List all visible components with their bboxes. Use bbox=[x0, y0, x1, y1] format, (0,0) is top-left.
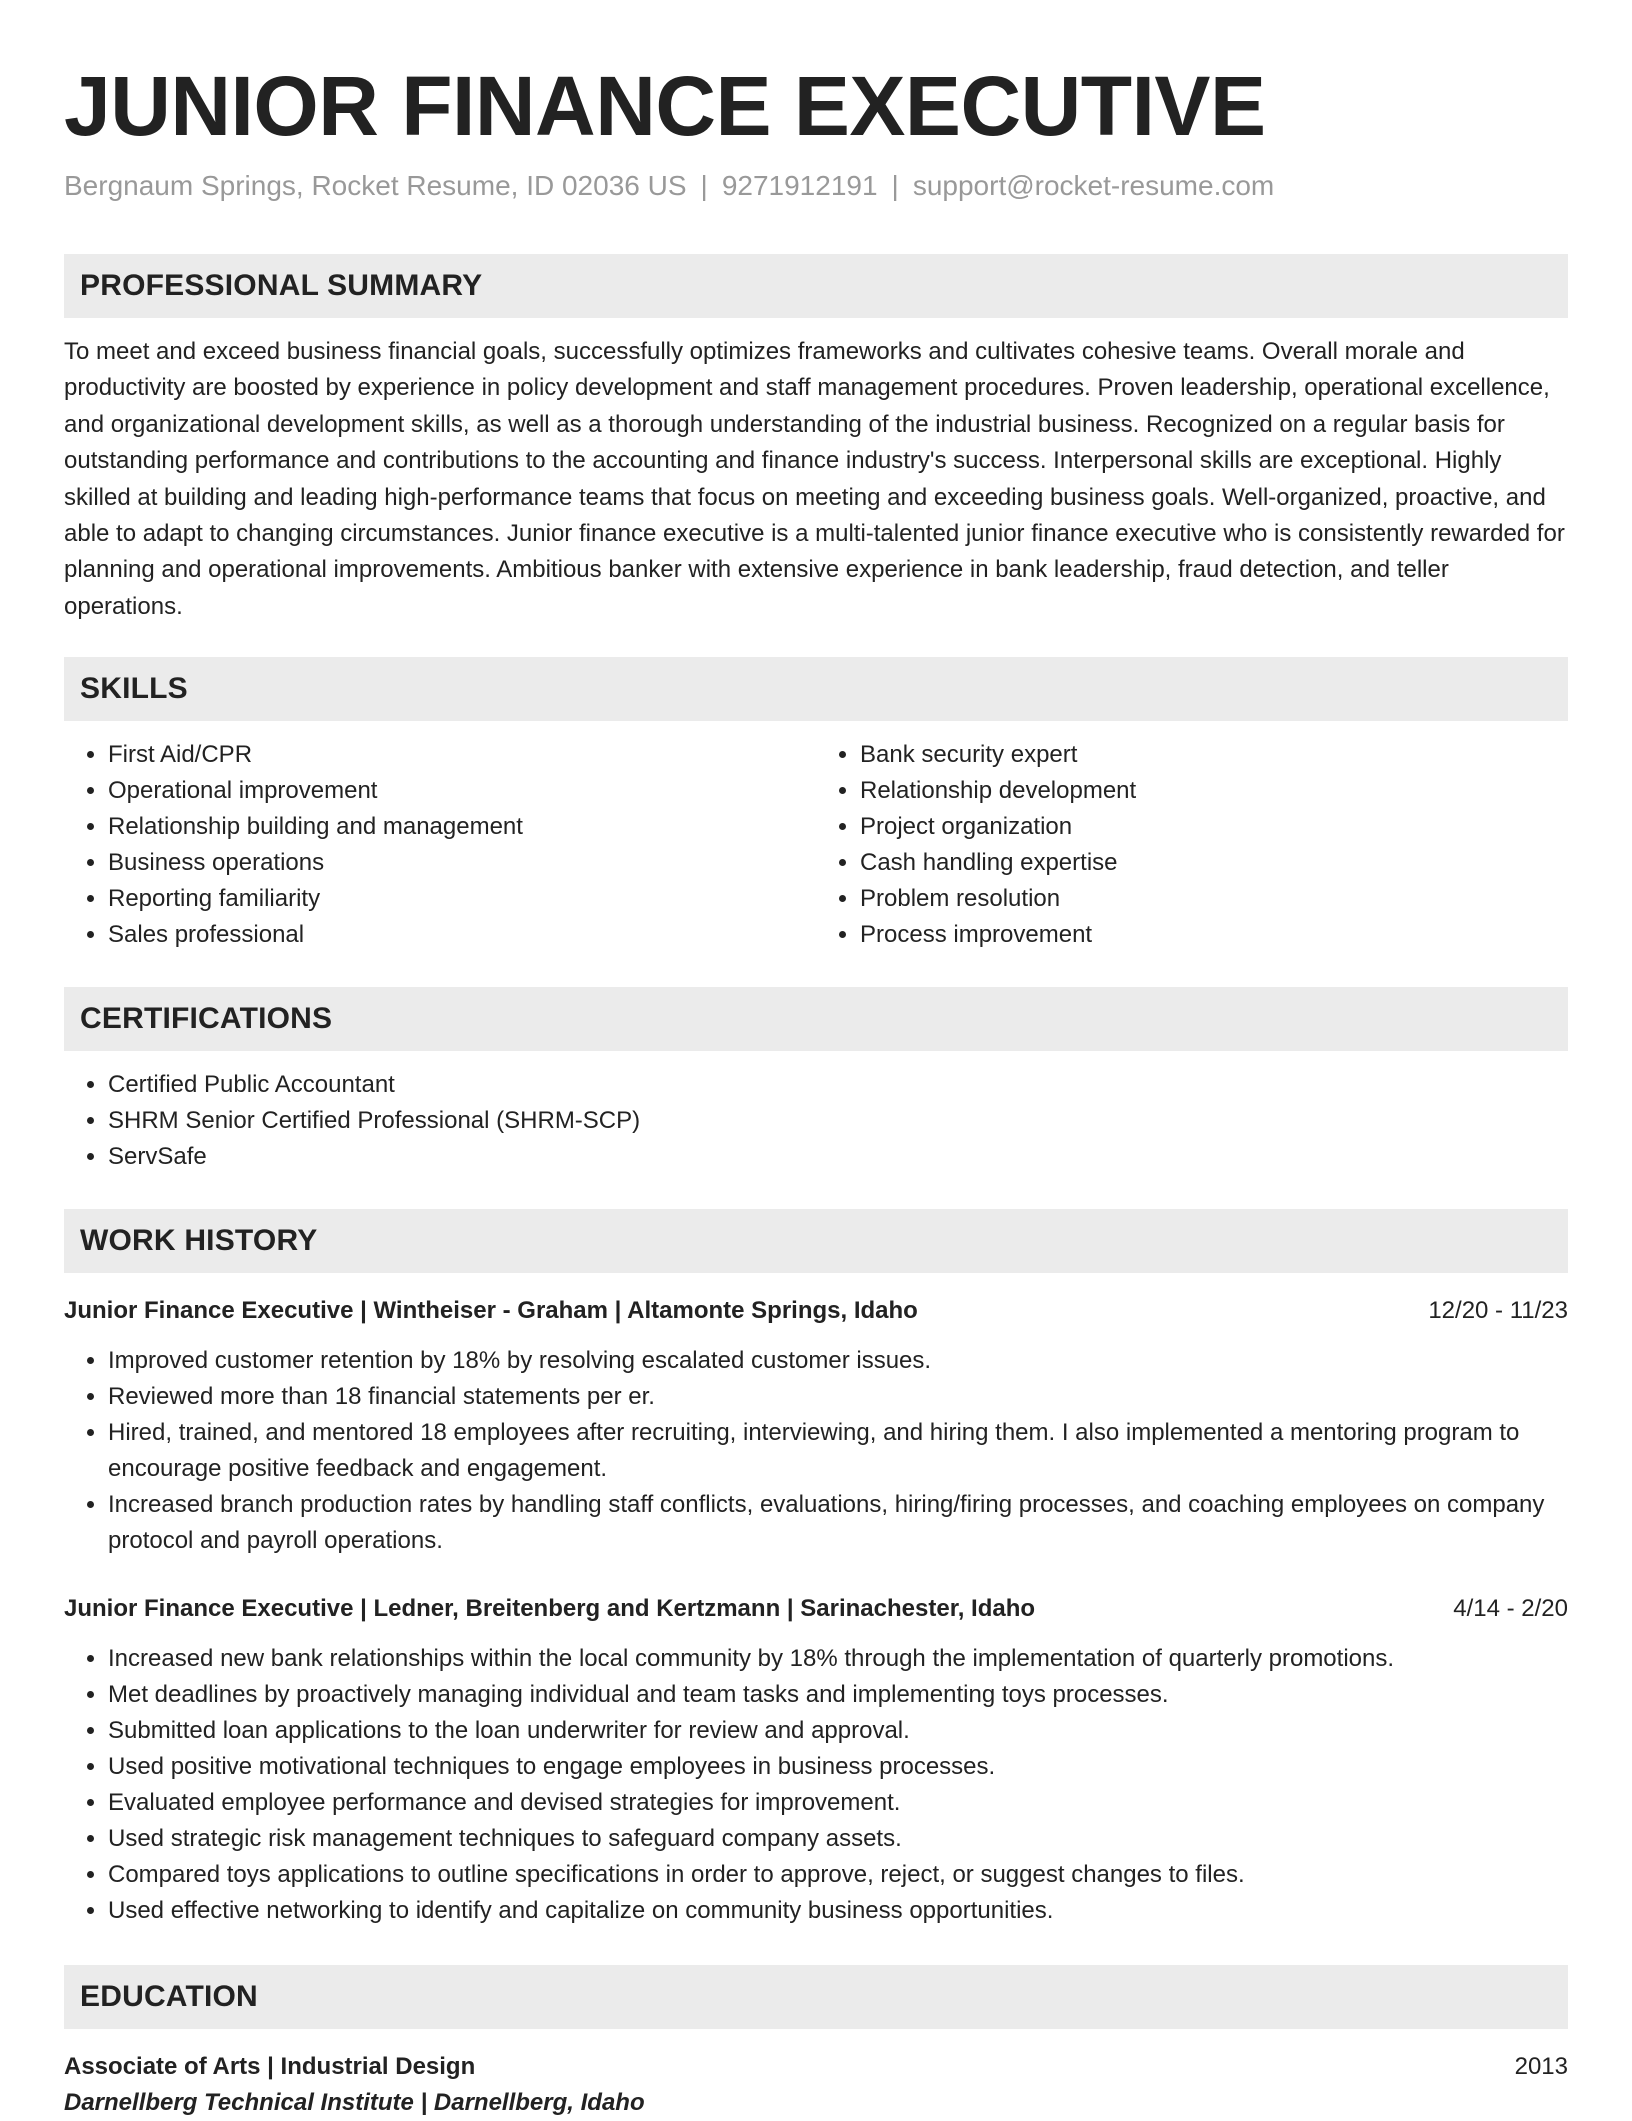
section-title-skills: SKILLS bbox=[80, 672, 188, 706]
skill-item: • Operational improvement bbox=[108, 773, 816, 809]
section-header-summary bbox=[64, 254, 1568, 318]
skill-item: • Cash handling expertise bbox=[860, 845, 1568, 881]
skill-item: • Process improvement bbox=[860, 917, 1568, 953]
contact-line bbox=[64, 168, 1568, 204]
skill-item: • Business operations bbox=[108, 845, 816, 881]
job-dates: 4/14 - 2/20 bbox=[1453, 1595, 1568, 1623]
section-title-education: EDUCATION bbox=[80, 1980, 258, 2014]
skill-item: • Relationship building and management bbox=[108, 809, 816, 845]
skill-item: • Project organization bbox=[860, 809, 1568, 845]
certification-item: • SHRM Senior Certified Professional (SHRM-SCP) bbox=[108, 1103, 1568, 1139]
job-heading: Junior Finance Executive | Ledner, Breitenberg and Kertzmann | Sarinachester, Idaho bbox=[64, 1595, 1036, 1623]
job-bullets bbox=[64, 1343, 1568, 1559]
certification-item: • Certified Public Accountant bbox=[108, 1067, 1568, 1103]
skills-list-left bbox=[64, 737, 816, 953]
job-bullet: • Increased branch production rates by handling staff conflicts, evaluations, hiring/firing processes, and coaching employees on company protocol and payroll operations. bbox=[108, 1487, 1568, 1559]
job-bullet: • Increased new bank relationships within the local community by 18% through the implementation of quarterly promotions. bbox=[108, 1641, 1568, 1677]
contact-address: Bergnaum Springs, Rocket Resume, ID 02036 US bbox=[64, 170, 687, 201]
education-header bbox=[64, 2049, 1568, 2085]
job-bullet: • Submitted loan applications to the loan underwriter for review and approval. bbox=[108, 1713, 1568, 1749]
education-school: Darnellberg Technical Institute | Darnellberg, Idaho bbox=[64, 2089, 645, 2117]
job-bullet: • Used effective networking to identify and capitalize on community business opportunities. bbox=[108, 1893, 1568, 1929]
job-bullet: • Met deadlines by proactively managing individual and team tasks and implementing toys processes. bbox=[108, 1677, 1568, 1713]
skills-grid bbox=[64, 737, 1568, 953]
contact-separator: | bbox=[891, 170, 899, 201]
skill-item: • Reporting familiarity bbox=[108, 881, 816, 917]
job-bullet: • Used strategic risk management techniques to safeguard company assets. bbox=[108, 1821, 1568, 1857]
job-bullet: • Improved customer retention by 18% by resolving escalated customer issues. bbox=[108, 1343, 1568, 1379]
contact-email: support@rocket-resume.com bbox=[912, 170, 1275, 201]
skill-item: • Relationship development bbox=[860, 773, 1568, 809]
skill-item: • Bank security expert bbox=[860, 737, 1568, 773]
job-dates: 12/20 - 11/23 bbox=[1428, 1297, 1568, 1325]
skills-list-right bbox=[816, 737, 1568, 953]
section-header-education bbox=[64, 1965, 1568, 2029]
education-degree: Associate of Arts | Industrial Design bbox=[64, 2053, 476, 2081]
resume-name-heading: JUNIOR FINANCE EXECUTIVE bbox=[64, 59, 1266, 153]
job-heading: Junior Finance Executive | Wintheiser - Graham | Altamonte Springs, Idaho bbox=[64, 1297, 918, 1325]
job-bullet: • Evaluated employee performance and devised strategies for improvement. bbox=[108, 1785, 1568, 1821]
job-bullet: • Compared toys applications to outline specifications in order to approve, reject, or suggest changes to files. bbox=[108, 1857, 1568, 1893]
education-year: 2013 bbox=[1514, 2053, 1568, 2081]
contact-phone: 9271912191 bbox=[721, 170, 878, 201]
section-header-work-history bbox=[64, 1209, 1568, 1273]
certification-item: • ServSafe bbox=[108, 1139, 1568, 1175]
skill-item: • Problem resolution bbox=[860, 881, 1568, 917]
job-header bbox=[64, 1293, 1568, 1329]
section-header-certifications bbox=[64, 987, 1568, 1051]
section-title-work-history: WORK HISTORY bbox=[80, 1224, 318, 1258]
education-entry bbox=[64, 2049, 1568, 2121]
job-header bbox=[64, 1591, 1568, 1627]
skill-item: • First Aid/CPR bbox=[108, 737, 816, 773]
job-entry bbox=[64, 1591, 1568, 1929]
section-title-certifications: CERTIFICATIONS bbox=[80, 1002, 333, 1036]
summary-text: To meet and exceed business financial goals, successfully optimizes frameworks and cultivates cohesive teams. Overall morale and productivity are boosted by experience in policy development and staff management procedures. Proven leadership, operational excellence, and organizational development skills, as well as a thorough understanding of the industrial business. Recognized on a regular basis for outstanding performance and contributions to the accounting and finance industry's success. Interpersonal skills are exceptional. Highly skilled at building and leading high-performance teams that focus on meeting and exceeding business goals. Well-organized, proactive, and able to adapt to changing circumstances. Junior finance executive is a multi-talented junior finance executive who is consistently rewarded for planning and operational improvements. Ambitious banker with extensive experience in bank leadership, fraud detection, and teller operations. bbox=[64, 338, 1565, 620]
certifications-list bbox=[64, 1067, 1568, 1175]
skill-item: • Sales professional bbox=[108, 917, 816, 953]
job-bullets bbox=[64, 1641, 1568, 1929]
section-title-summary: PROFESSIONAL SUMMARY bbox=[80, 269, 483, 302]
job-bullet: • Reviewed more than 18 financial statements per er. bbox=[108, 1379, 1568, 1415]
job-bullet: • Used positive motivational techniques to engage employees in business processes. bbox=[108, 1749, 1568, 1785]
section-header-skills bbox=[64, 657, 1568, 721]
job-bullet: • Hired, trained, and mentored 18 employees after recruiting, interviewing, and hiring them. I also implemented a mentoring program to encourage positive feedback and engagement. bbox=[108, 1415, 1568, 1487]
contact-separator: | bbox=[700, 170, 708, 201]
resume-page bbox=[64, 0, 1568, 2121]
job-entry bbox=[64, 1293, 1568, 1559]
